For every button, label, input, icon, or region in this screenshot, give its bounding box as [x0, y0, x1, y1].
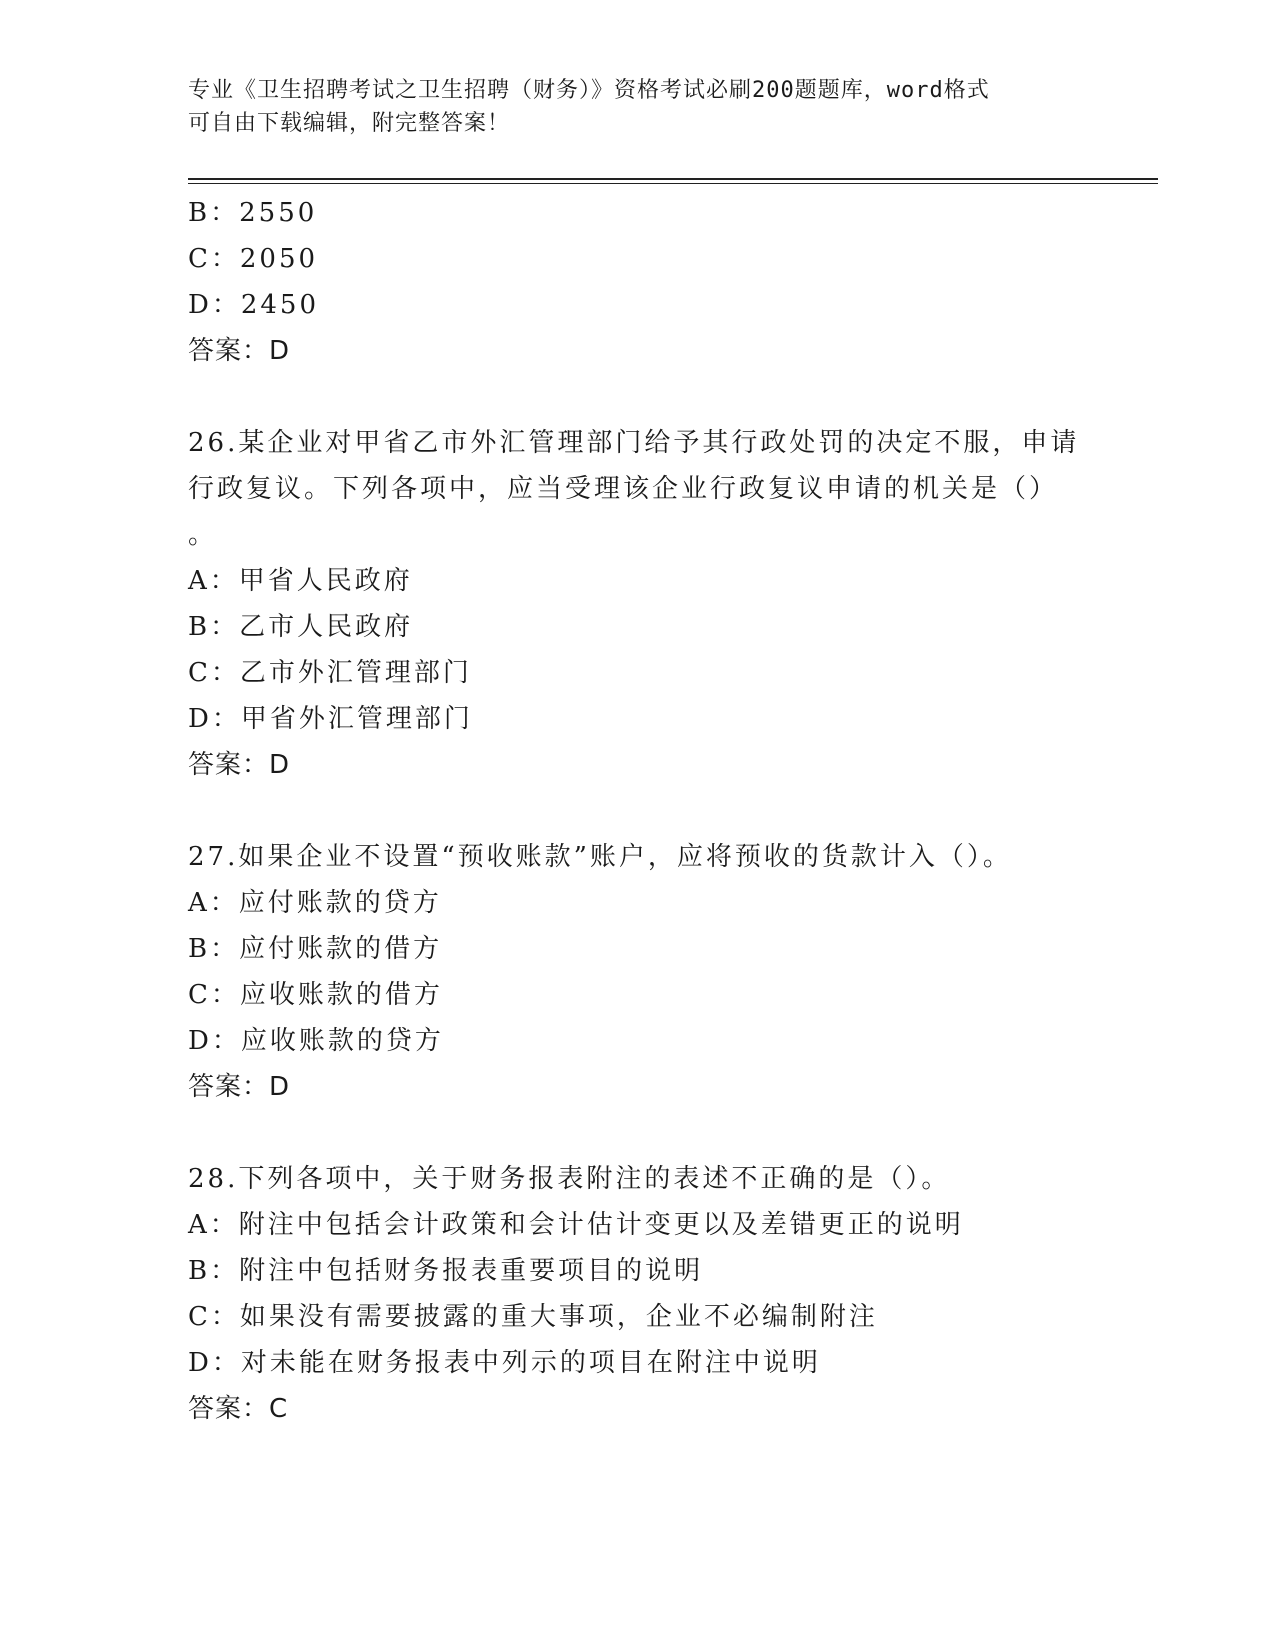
option-b: B：应付账款的借方 [188, 934, 443, 964]
option-d: D：甲省外汇管理部门 [188, 704, 473, 734]
option-b: B：附注中包括财务报表重要项目的说明 [188, 1256, 704, 1286]
question-25 [188, 190, 1088, 374]
question-list [188, 190, 1088, 1432]
option-d: D：对未能在财务报表中列示的项目在附注中说明 [188, 1348, 821, 1378]
question-stem: 26.某企业对甲省乙市外汇管理部门给予其行政处罚的决定不服，申请 [188, 428, 1080, 458]
answer-line: 答案：D [188, 750, 291, 780]
question-stem: 28.下列各项中，关于财务报表附注的表述不正确的是（）。 [188, 1164, 951, 1194]
header-title-line-2: 可自由下载编辑，附完整答案！ [188, 111, 511, 136]
option-d: D：2450 [188, 290, 320, 320]
answer-line: 答案：C [188, 1394, 289, 1424]
option-a: A：甲省人民政府 [188, 566, 413, 596]
header-rule-thin [188, 183, 1158, 184]
question-28 [188, 1156, 1088, 1432]
option-a: A：应付账款的贷方 [188, 888, 442, 918]
option-c: C：乙市外汇管理部门 [188, 658, 472, 688]
option-c: C：应收账款的借方 [188, 980, 443, 1010]
option-c: C：2050 [188, 244, 319, 274]
document-header [188, 74, 1088, 140]
option-a: A：附注中包括会计政策和会计估计变更以及差错更正的说明 [188, 1210, 964, 1240]
answer-line: 答案：D [188, 1072, 291, 1102]
question-stem: 。 [188, 520, 218, 550]
option-b: B：2550 [188, 198, 318, 228]
question-26 [188, 420, 1088, 788]
header-title-line-1: 专业《卫生招聘考试之卫生招聘（财务）》资格考试必刷200题题库，word格式 [188, 78, 990, 103]
question-27 [188, 834, 1088, 1110]
option-b: B：乙市人民政府 [188, 612, 414, 642]
header-rule-thick [188, 178, 1158, 180]
option-d: D：应收账款的贷方 [188, 1026, 444, 1056]
option-c: C：如果没有需要披露的重大事项，企业不必编制附注 [188, 1302, 878, 1332]
answer-line: 答案：D [188, 336, 291, 366]
question-stem: 27.如果企业不设置“预收账款”账户，应将预收的货款计入（）。 [188, 842, 1012, 872]
question-stem: 行政复议。下列各项中，应当受理该企业行政复议申请的机关是（） [188, 474, 1059, 504]
